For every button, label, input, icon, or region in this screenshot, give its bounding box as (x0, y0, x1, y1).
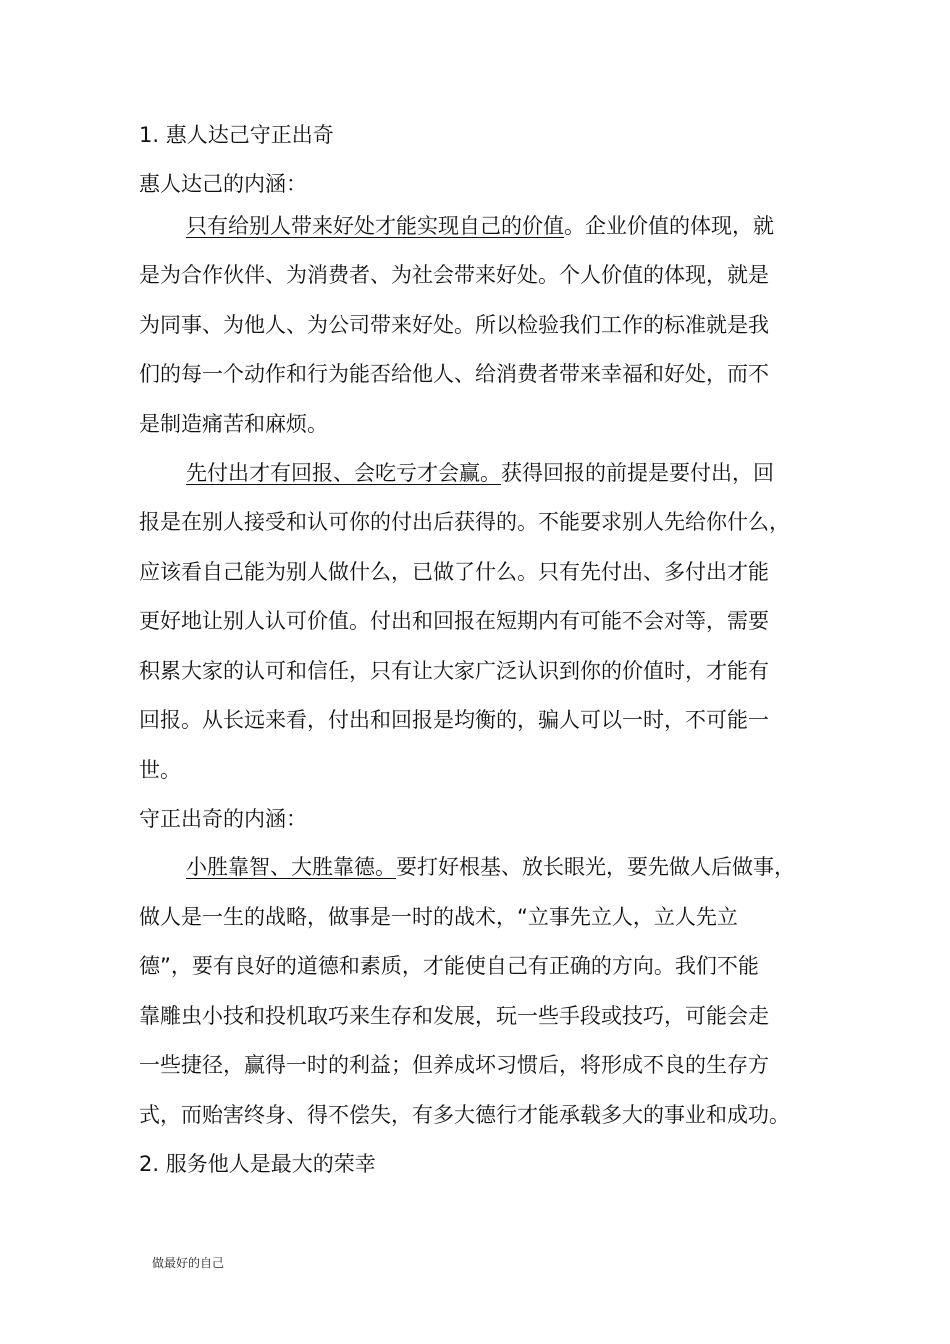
paragraph-line: 们的每一个动作和行为能否给他人、给消费者带来幸福和好处，而不 (139, 362, 769, 386)
underlined-key-phrase: 只有给别人带来好处才能实现自己的价值 (186, 214, 564, 238)
heading-2: 2. 服务他人是最大的荣幸 (139, 1152, 376, 1176)
page-footer: 做最好的自己 (152, 1256, 225, 1270)
paragraph-2-first-line: 先付出才有回报、会吃亏才会赢。获得回报的前提是要付出，回 (186, 461, 774, 485)
paragraph-1-first-line: 只有给别人带来好处才能实现自己的价值。企业价值的体现，就 (186, 214, 774, 238)
subheading-huiren-daji: 惠人达己的内涵： (139, 172, 307, 196)
paragraph-line: 应该看自己能为别人做什么，已做了什么。只有先付出、多付出才能 (139, 560, 769, 584)
paragraph-line: 更好地让别人认可价值。付出和回报在短期内有可能不会对等，需要 (139, 609, 769, 633)
heading-1: 1. 惠人达己守正出奇 (139, 123, 334, 147)
paragraph-line: 式，而贻害终身、得不偿失，有多大德行才能承载多大的事业和成功。 (139, 1103, 790, 1127)
paragraph-line: 一些捷径，赢得一时的利益；但养成坏习惯后，将形成不良的生存方 (139, 1053, 769, 1077)
subheading-shouzheng-chuqi: 守正出奇的内涵： (139, 807, 307, 831)
paragraph-line: 世。 (139, 758, 181, 782)
paragraph-line: 德”，要有良好的道德和素质，才能使自己有正确的方向。我们不能 (139, 954, 759, 978)
paragraph-line: 积累大家的认可和信任，只有让大家广泛认识到你的价值时，才能有 (139, 659, 769, 683)
paragraph-line: 做人是一生的战略，做事是一时的战术，“立事先立人，立人先立 (139, 905, 738, 929)
underlined-key-phrase: 小胜靠智、大胜靠德。 (186, 855, 396, 879)
paragraph-line: 为同事、为他人、为公司带来好处。所以检验我们工作的标准就是我 (139, 313, 769, 337)
paragraph-line: 回报。从长远来看，付出和回报是均衡的，骗人可以一时，不可能一 (139, 708, 769, 732)
paragraph-3-first-line: 小胜靠智、大胜靠德。要打好根基、放长眼光，要先做人后做事， (186, 855, 795, 879)
underlined-key-phrase: 先付出才有回报、会吃亏才会赢。 (186, 461, 501, 485)
paragraph-line: 报是在别人接受和认可你的付出后获得的。不能要求别人先给你什么， (139, 510, 790, 534)
paragraph-line: 是制造痛苦和麻烦。 (139, 412, 328, 436)
paragraph-line: 靠雕虫小技和投机取巧来生存和发展，玩一些手段或技巧，可能会走 (139, 1004, 769, 1028)
paragraph-line: 是为合作伙伴、为消费者、为社会带来好处。个人价值的体现，就是 (139, 263, 769, 287)
